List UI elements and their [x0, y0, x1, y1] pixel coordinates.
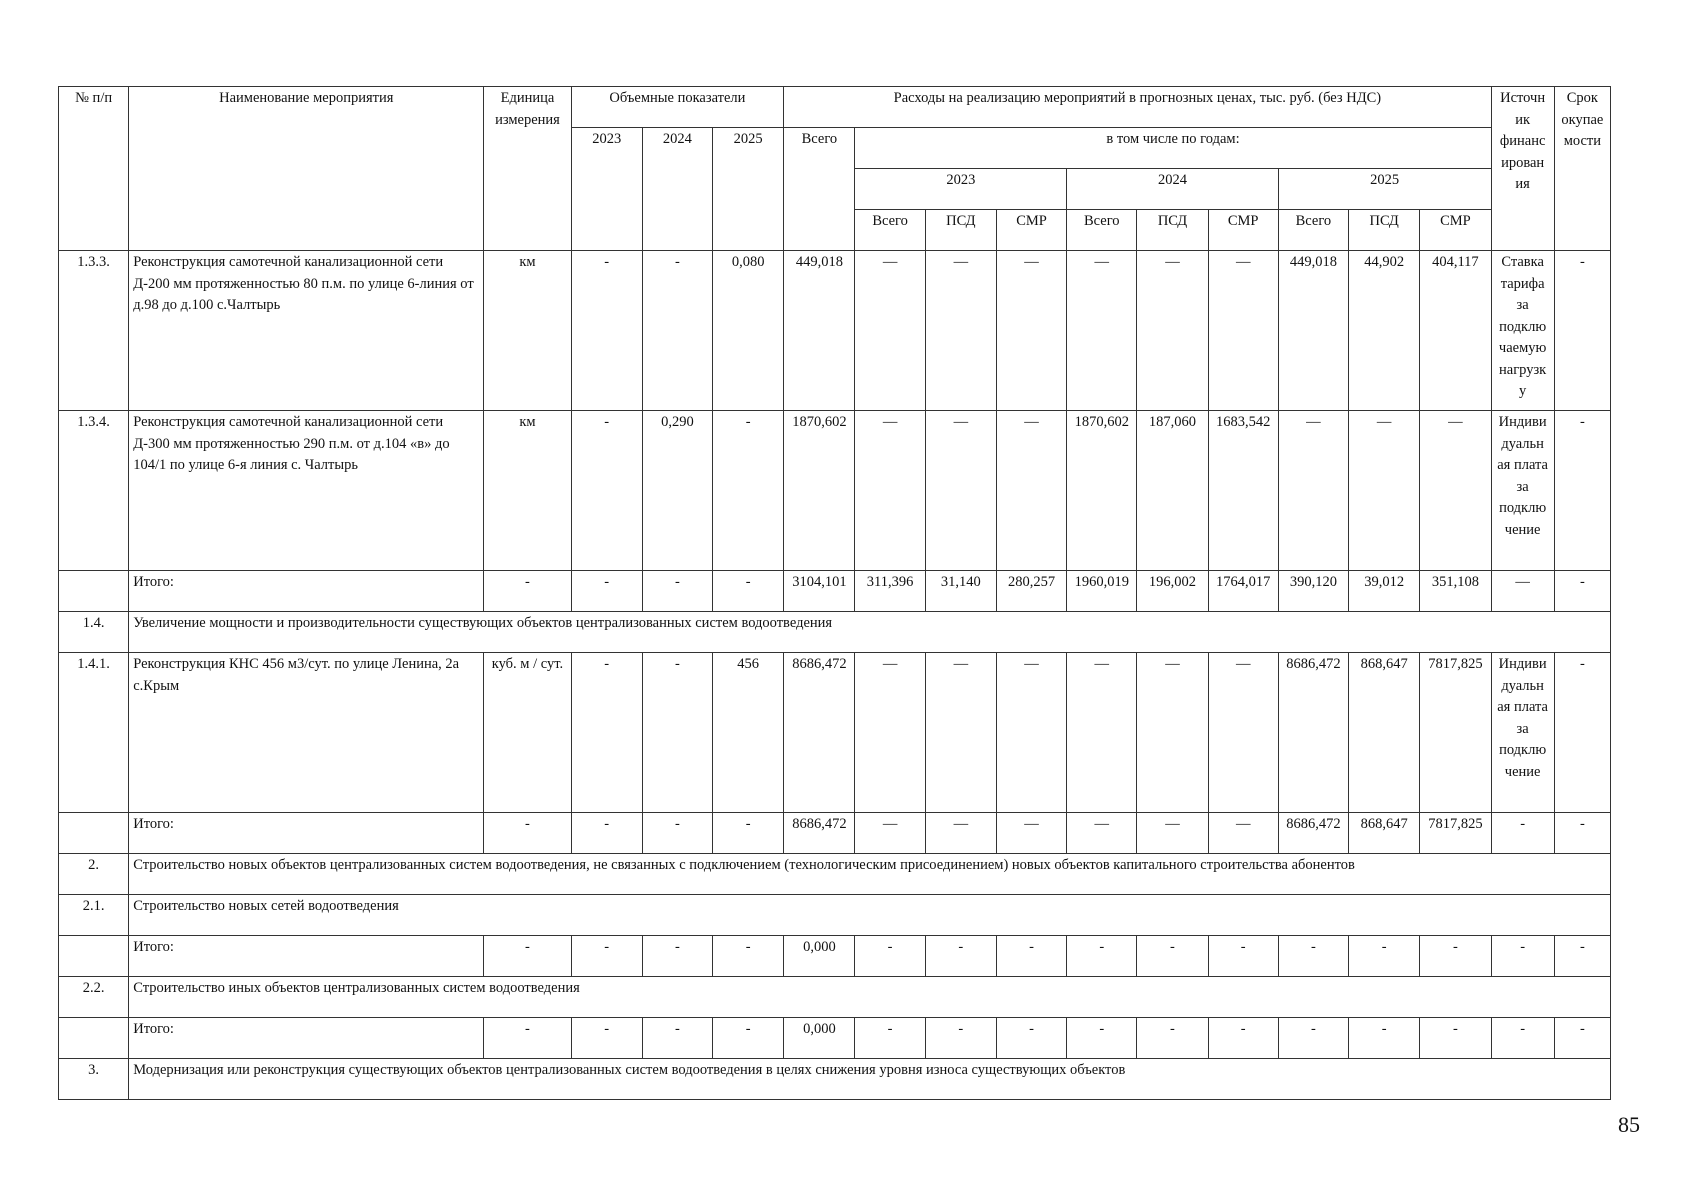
row-cell: 1960,019: [1067, 571, 1137, 612]
row-cell: -: [1137, 936, 1208, 977]
section-row: [59, 854, 1611, 895]
row-vol-2025: -: [713, 411, 784, 571]
row-cell: —: [1208, 251, 1278, 411]
row-cell: -: [925, 1018, 996, 1059]
section-num: 1.4.: [59, 612, 129, 653]
row-cell: 404,117: [1420, 251, 1491, 411]
section-row: [59, 1059, 1611, 1100]
row-num: 1.4.1.: [59, 653, 129, 813]
row-unit: км: [484, 251, 571, 411]
row-cell: -: [1349, 936, 1420, 977]
row-cell: —: [1137, 813, 1208, 854]
row-cell: —: [855, 411, 925, 571]
row-cell: 39,012: [1349, 571, 1420, 612]
row-total: 8686,472: [784, 653, 855, 813]
header-volume: Объемные показатели: [571, 87, 784, 128]
row-cell: -: [1137, 1018, 1208, 1059]
row-cell: 351,108: [1420, 571, 1491, 612]
header-total: Всего: [784, 128, 855, 251]
row-total: 1870,602: [784, 411, 855, 571]
header-vol-2024: 2024: [642, 128, 712, 251]
section-title: Строительство иных объектов централизованных систем водоотведения: [129, 977, 1611, 1018]
row-cell: 8686,472: [1278, 653, 1348, 813]
row-source: -: [1491, 936, 1554, 977]
row-vol-2024: -: [642, 936, 712, 977]
row-cell: —: [925, 813, 996, 854]
row-cell: —: [1349, 411, 1420, 571]
row-vol-2025: -: [713, 571, 784, 612]
row-cell: —: [855, 813, 925, 854]
header-2023-vsego: Всего: [855, 210, 925, 251]
row-cell: -: [1208, 1018, 1278, 1059]
row-unit: куб. м / сут.: [484, 653, 571, 813]
row-vol-2024: -: [642, 813, 712, 854]
header-unit: Единица измерения: [484, 87, 571, 251]
table-row: [59, 251, 1611, 411]
row-payback: -: [1554, 1018, 1610, 1059]
header-2025-smr: СМР: [1420, 210, 1491, 251]
row-total: 0,000: [784, 1018, 855, 1059]
row-payback: -: [1554, 411, 1610, 571]
row-cell: -: [925, 936, 996, 977]
row-name: Реконструкция самотечной канализационной сети Д-200 мм протяженностью 80 п.м. по улице 6-линия от д.98 до д.100 с.Чалтырь: [129, 251, 484, 411]
row-name: Итого:: [129, 936, 484, 977]
row-cell: -: [1278, 1018, 1348, 1059]
row-cell: 31,140: [925, 571, 996, 612]
row-cell: —: [1137, 653, 1208, 813]
row-cell: 311,396: [855, 571, 925, 612]
row-name: Реконструкция КНС 456 м3/сут. по улице Ленина, 2а с.Крым: [129, 653, 484, 813]
row-vol-2024: 0,290: [642, 411, 712, 571]
row-total: 0,000: [784, 936, 855, 977]
row-cell: —: [1067, 813, 1137, 854]
row-cell: -: [1067, 1018, 1137, 1059]
row-vol-2025: 456: [713, 653, 784, 813]
row-name: Итого:: [129, 813, 484, 854]
header-costs: Расходы на реализацию мероприятий в прогнозных ценах, тыс. руб. (без НДС): [784, 87, 1491, 128]
row-num: [59, 1018, 129, 1059]
row-cell: -: [855, 936, 925, 977]
section-title: Увеличение мощности и производительности существующих объектов централизованных систем водоотведения: [129, 612, 1611, 653]
row-vol-2024: -: [642, 653, 712, 813]
header-vol-2025: 2025: [713, 128, 784, 251]
row-cell: 390,120: [1278, 571, 1348, 612]
row-cell: —: [1420, 411, 1491, 571]
row-cell: 7817,825: [1420, 653, 1491, 813]
row-unit: км: [484, 411, 571, 571]
section-row: [59, 612, 1611, 653]
header-year-2024: 2024: [1067, 169, 1279, 210]
row-total: 8686,472: [784, 813, 855, 854]
section-title: Строительство новых сетей водоотведения: [129, 895, 1611, 936]
row-cell: 44,902: [1349, 251, 1420, 411]
row-cell: -: [1420, 936, 1491, 977]
header-num: № п/п: [59, 87, 129, 251]
section-row: [59, 977, 1611, 1018]
row-unit: -: [484, 936, 571, 977]
total-row: [59, 936, 1611, 977]
row-name: Итого:: [129, 571, 484, 612]
row-cell: 1870,602: [1067, 411, 1137, 571]
row-vol-2025: -: [713, 1018, 784, 1059]
row-num: 1.3.3.: [59, 251, 129, 411]
row-payback: -: [1554, 813, 1610, 854]
row-vol-2023: -: [571, 653, 642, 813]
row-cell: 280,257: [996, 571, 1066, 612]
section-num: 2.2.: [59, 977, 129, 1018]
row-payback: -: [1554, 571, 1610, 612]
section-title: Модернизация или реконструкция существующих объектов централизованных систем водоотведения в целях снижения уровня износа существующих объектов: [129, 1059, 1611, 1100]
row-unit: -: [484, 1018, 571, 1059]
row-vol-2024: -: [642, 571, 712, 612]
row-cell: —: [1208, 653, 1278, 813]
row-source: Ставка тарифа за подклю чаемую нагрузк у: [1491, 251, 1554, 411]
investment-program-table: [58, 86, 1611, 1100]
row-payback: -: [1554, 251, 1610, 411]
row-cell: 1764,017: [1208, 571, 1278, 612]
row-cell: —: [1137, 251, 1208, 411]
row-cell: -: [855, 1018, 925, 1059]
row-cell: -: [1208, 936, 1278, 977]
header-2024-psd: ПСД: [1137, 210, 1208, 251]
row-vol-2024: -: [642, 251, 712, 411]
row-payback: -: [1554, 936, 1610, 977]
row-cell: —: [996, 411, 1066, 571]
row-vol-2023: -: [571, 1018, 642, 1059]
row-vol-2024: -: [642, 1018, 712, 1059]
row-cell: 8686,472: [1278, 813, 1348, 854]
row-cell: —: [1278, 411, 1348, 571]
row-cell: —: [1067, 251, 1137, 411]
row-cell: —: [925, 251, 996, 411]
row-num: [59, 936, 129, 977]
total-row: [59, 571, 1611, 612]
row-source: Индиви дуальн ая плата за подклю чение: [1491, 411, 1554, 571]
row-cell: -: [1349, 1018, 1420, 1059]
row-cell: —: [996, 251, 1066, 411]
row-num: 1.3.4.: [59, 411, 129, 571]
row-total: 3104,101: [784, 571, 855, 612]
row-source: -: [1491, 1018, 1554, 1059]
total-row: [59, 1018, 1611, 1059]
header-2025-psd: ПСД: [1349, 210, 1420, 251]
row-cell: 449,018: [1278, 251, 1348, 411]
row-cell: —: [925, 653, 996, 813]
total-row: [59, 813, 1611, 854]
row-vol-2023: -: [571, 813, 642, 854]
row-source: -: [1491, 813, 1554, 854]
row-name: Итого:: [129, 1018, 484, 1059]
header-2024-smr: СМР: [1208, 210, 1278, 251]
header-year-2023: 2023: [855, 169, 1067, 210]
row-name: Реконструкция самотечной канализационной сети Д-300 мм протяженностью 290 п.м. от д.104 «в» до 104/1 по улице 6-я линия с. Чалтырь: [129, 411, 484, 571]
row-vol-2023: -: [571, 571, 642, 612]
row-vol-2025: 0,080: [713, 251, 784, 411]
row-vol-2023: -: [571, 251, 642, 411]
table-row: [59, 411, 1611, 571]
row-cell: —: [925, 411, 996, 571]
row-vol-2025: -: [713, 936, 784, 977]
section-num: 2.: [59, 854, 129, 895]
row-unit: -: [484, 571, 571, 612]
table-row: [59, 653, 1611, 813]
header-by-years: в том числе по годам:: [855, 128, 1491, 169]
header-2024-vsego: Всего: [1067, 210, 1137, 251]
row-cell: -: [996, 936, 1066, 977]
section-num: 2.1.: [59, 895, 129, 936]
row-payback: -: [1554, 653, 1610, 813]
row-cell: —: [996, 653, 1066, 813]
row-source: Индиви дуальн ая плата за подклю чение: [1491, 653, 1554, 813]
row-cell: —: [996, 813, 1066, 854]
row-cell: -: [996, 1018, 1066, 1059]
row-total: 449,018: [784, 251, 855, 411]
row-source: —: [1491, 571, 1554, 612]
header-source: Источн ик финанс ирован ия: [1491, 87, 1554, 251]
row-cell: —: [855, 251, 925, 411]
row-vol-2025: -: [713, 813, 784, 854]
row-cell: —: [855, 653, 925, 813]
row-cell: -: [1067, 936, 1137, 977]
row-num: [59, 813, 129, 854]
row-unit: -: [484, 813, 571, 854]
row-cell: -: [1278, 936, 1348, 977]
row-cell: -: [1420, 1018, 1491, 1059]
header-row-1: [59, 87, 1611, 128]
section-num: 3.: [59, 1059, 129, 1100]
row-cell: 1683,542: [1208, 411, 1278, 571]
row-cell: 187,060: [1137, 411, 1208, 571]
header-payback: Срок окупае мости: [1554, 87, 1610, 251]
row-vol-2023: -: [571, 936, 642, 977]
header-name: Наименование мероприятия: [129, 87, 484, 251]
row-vol-2023: -: [571, 411, 642, 571]
row-cell: 196,002: [1137, 571, 1208, 612]
header-vol-2023: 2023: [571, 128, 642, 251]
row-num: [59, 571, 129, 612]
header-year-2025: 2025: [1278, 169, 1491, 210]
row-cell: 7817,825: [1420, 813, 1491, 854]
row-cell: 868,647: [1349, 813, 1420, 854]
header-2023-psd: ПСД: [925, 210, 996, 251]
row-cell: —: [1208, 813, 1278, 854]
header-2025-vsego: Всего: [1278, 210, 1348, 251]
header-2023-smr: СМР: [996, 210, 1066, 251]
row-cell: —: [1067, 653, 1137, 813]
row-cell: 868,647: [1349, 653, 1420, 813]
page-number: 85: [1618, 1112, 1640, 1137]
section-row: [59, 895, 1611, 936]
section-title: Строительство новых объектов централизованных систем водоотведения, не связанных с подключением (технологическим присоединением) новых объектов капитального строительства абонентов: [129, 854, 1611, 895]
